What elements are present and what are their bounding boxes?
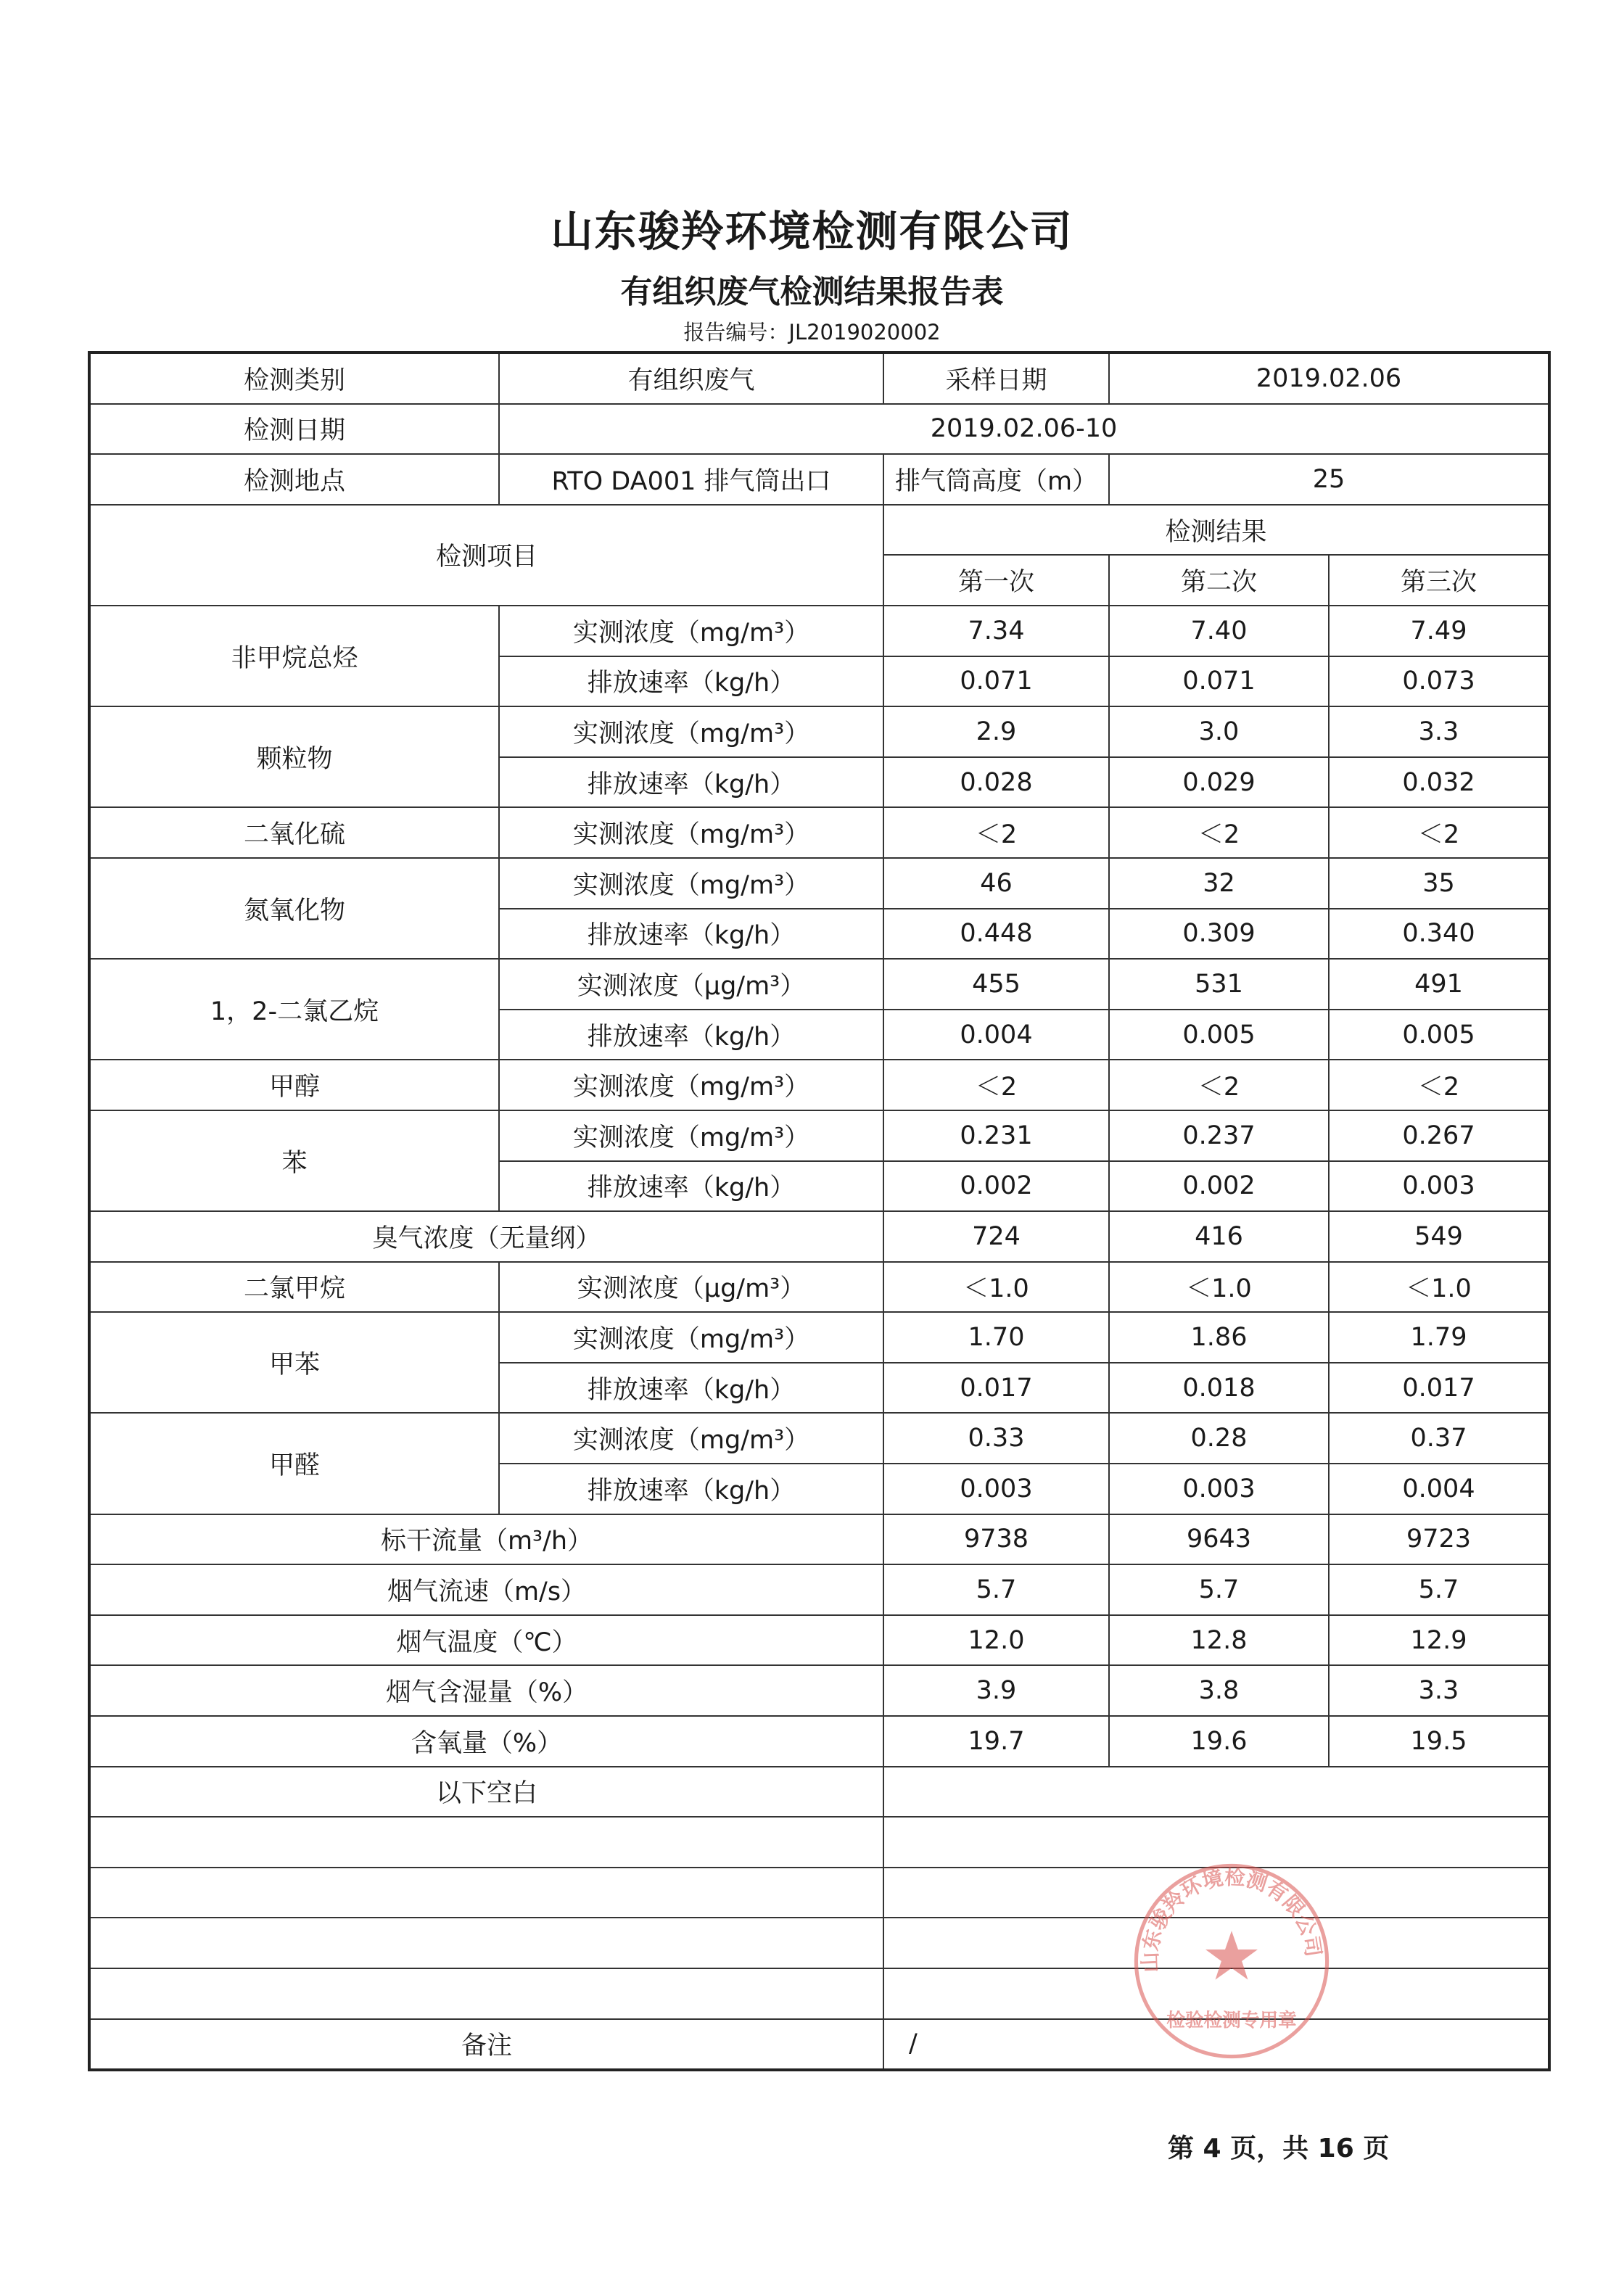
result-value: 35 — [1329, 858, 1549, 909]
info-row — [89, 404, 1549, 455]
result-value: 9738 — [883, 1514, 1109, 1565]
result-value: 0.003 — [883, 1464, 1109, 1514]
remarks-row — [89, 2019, 1549, 2071]
result-value: ＜1.0 — [883, 1262, 1109, 1313]
result-value: 2.9 — [883, 706, 1109, 757]
result-value: 0.37 — [1329, 1413, 1549, 1464]
parameter-name: 实测浓度（mg/m³） — [499, 858, 883, 909]
summary-row — [89, 1716, 1549, 1767]
result-value: 0.005 — [1109, 1010, 1329, 1060]
parameter-name: 实测浓度（mg/m³） — [499, 706, 883, 757]
result-value: 0.071 — [883, 656, 1109, 707]
item-header: 检测项目 — [89, 505, 883, 606]
run-header: 第二次 — [1109, 555, 1329, 606]
page-number: 第 4 页，共 16 页 — [1168, 2134, 1390, 2163]
pollutant-name: 二氧化硫 — [89, 807, 499, 858]
result-value: 491 — [1329, 959, 1549, 1010]
parameter-name: 实测浓度（mg/m³） — [499, 1110, 883, 1161]
result-value: 724 — [883, 1211, 1109, 1262]
report-number: 报告编号：JL2019020002 — [683, 320, 941, 344]
result-value: 12.0 — [883, 1615, 1109, 1666]
result-value: 0.018 — [1109, 1363, 1329, 1414]
table-row — [89, 1312, 1549, 1363]
blank-cell — [89, 1968, 883, 2019]
result-value: 5.7 — [883, 1564, 1109, 1615]
result-value: 12.8 — [1109, 1615, 1329, 1666]
blank-cell — [89, 1817, 883, 1868]
table-row — [89, 706, 1549, 757]
header-row — [89, 505, 1549, 556]
parameter-name: 标干流量（m³/h） — [89, 1514, 883, 1565]
result-value: 0.309 — [1109, 909, 1329, 960]
result-value: 12.9 — [1329, 1615, 1549, 1666]
result-value: 0.003 — [1329, 1161, 1549, 1212]
result-value: 0.002 — [883, 1161, 1109, 1212]
parameter-name: 排放速率（kg/h） — [499, 656, 883, 707]
parameter-name: 实测浓度（mg/m³） — [499, 1060, 883, 1110]
sampling-date-label: 采样日期 — [883, 352, 1109, 404]
table-row — [89, 1110, 1549, 1161]
blank-cell — [883, 1868, 1549, 1918]
result-value: 46 — [883, 858, 1109, 909]
pollutant-name: 苯 — [89, 1110, 499, 1211]
result-value: 0.231 — [883, 1110, 1109, 1161]
parameter-name: 烟气温度（℃） — [89, 1615, 883, 1666]
result-value: 3.3 — [1329, 706, 1549, 757]
pollutant-name: 1，2-二氯乙烷 — [89, 959, 499, 1060]
result-value: ＜1.0 — [1109, 1262, 1329, 1313]
parameter-name: 排放速率（kg/h） — [499, 757, 883, 808]
results-table — [88, 351, 1551, 2071]
result-value: 0.017 — [1329, 1363, 1549, 1414]
company-name: 山东骏羚环境检测有限公司 — [551, 207, 1073, 256]
result-value: 455 — [883, 959, 1109, 1010]
table-row — [89, 1413, 1549, 1464]
result-value: 0.004 — [1329, 1464, 1549, 1514]
result-value: 32 — [1109, 858, 1329, 909]
result-value: 0.237 — [1109, 1110, 1329, 1161]
result-value: 0.028 — [883, 757, 1109, 808]
parameter-name: 烟气含湿量（%） — [89, 1665, 883, 1716]
blank-cell — [89, 1868, 883, 1918]
result-value: 1.70 — [883, 1312, 1109, 1363]
table-row — [89, 1060, 1549, 1110]
result-value: ＜2 — [1329, 1060, 1549, 1110]
pollutant-name: 甲苯 — [89, 1312, 499, 1413]
blank-cell — [89, 1918, 883, 1968]
result-value: ＜1.0 — [1329, 1262, 1549, 1313]
result-value: ＜2 — [883, 807, 1109, 858]
result-value: 531 — [1109, 959, 1329, 1010]
seal-inner-text: 检验检测专用章 — [1166, 2009, 1297, 2031]
info-row — [89, 352, 1549, 404]
result-value: 0.032 — [1329, 757, 1549, 808]
parameter-name: 排放速率（kg/h） — [499, 909, 883, 960]
info-row — [89, 454, 1549, 505]
result-value: 1.79 — [1329, 1312, 1549, 1363]
result-value: 1.86 — [1109, 1312, 1329, 1363]
blank-label: 以下空白 — [89, 1767, 883, 1818]
result-value: 0.071 — [1109, 656, 1329, 707]
test-date-label: 检测日期 — [89, 404, 499, 455]
blank-cell — [883, 1968, 1549, 2019]
parameter-name: 烟气流速（m/s） — [89, 1564, 883, 1615]
result-value: 0.28 — [1109, 1413, 1329, 1464]
result-value: 7.40 — [1109, 606, 1329, 656]
result-value: 0.029 — [1109, 757, 1329, 808]
result-value: 416 — [1109, 1211, 1329, 1262]
run-header: 第三次 — [1329, 555, 1549, 606]
pollutant-name: 氮氧化物 — [89, 858, 499, 959]
result-value: 7.34 — [883, 606, 1109, 656]
result-value: ＜2 — [883, 1060, 1109, 1110]
pollutant-name: 非甲烷总烃 — [89, 606, 499, 706]
table-row — [89, 807, 1549, 858]
result-value: 3.3 — [1329, 1665, 1549, 1716]
seal-outer-text: 山东骏羚环境检测有限公司 — [1137, 1865, 1326, 1973]
summary-row — [89, 1211, 1549, 1262]
parameter-name: 实测浓度（mg/m³） — [499, 1413, 883, 1464]
parameter-name: 排放速率（kg/h） — [499, 1464, 883, 1514]
parameter-name: 实测浓度（mg/m³） — [499, 807, 883, 858]
result-value: 0.003 — [1109, 1464, 1329, 1514]
category-value: 有组织废气 — [499, 352, 883, 404]
result-value: 0.448 — [883, 909, 1109, 960]
result-value: 3.0 — [1109, 706, 1329, 757]
blank-cell — [883, 1817, 1549, 1868]
result-value: 3.9 — [883, 1665, 1109, 1716]
parameter-name: 实测浓度（μg/m³） — [499, 1262, 883, 1313]
result-value: 0.267 — [1329, 1110, 1549, 1161]
result-value: ＜2 — [1109, 1060, 1329, 1110]
pollutant-name: 二氯甲烷 — [89, 1262, 499, 1313]
blank-row — [89, 1817, 1549, 1868]
result-value: 0.005 — [1329, 1010, 1549, 1060]
parameter-name: 实测浓度（mg/m³） — [499, 1312, 883, 1363]
parameter-name: 实测浓度（μg/m³） — [499, 959, 883, 1010]
result-value: 0.004 — [883, 1010, 1109, 1060]
result-value: 19.6 — [1109, 1716, 1329, 1767]
remarks-value: / — [883, 2019, 1549, 2071]
remarks-label: 备注 — [89, 2019, 883, 2071]
summary-row — [89, 1564, 1549, 1615]
stack-height-value: 25 — [1109, 454, 1549, 505]
summary-row — [89, 1615, 1549, 1666]
table-row — [89, 858, 1549, 909]
result-value: 19.7 — [883, 1716, 1109, 1767]
result-value: 0.33 — [883, 1413, 1109, 1464]
result-value: 3.8 — [1109, 1665, 1329, 1716]
table-row — [89, 959, 1549, 1010]
parameter-name: 排放速率（kg/h） — [499, 1363, 883, 1414]
table-row — [89, 606, 1549, 656]
pollutant-name: 颗粒物 — [89, 706, 499, 807]
result-value: 19.5 — [1329, 1716, 1549, 1767]
report-title: 有组织废气检测结果报告表 — [620, 273, 1004, 310]
parameter-name: 排放速率（kg/h） — [499, 1161, 883, 1212]
result-value: 0.340 — [1329, 909, 1549, 960]
result-value: 0.073 — [1329, 656, 1549, 707]
parameter-name: 臭气浓度（无量纲） — [89, 1211, 883, 1262]
parameter-name: 排放速率（kg/h） — [499, 1010, 883, 1060]
location-label: 检测地点 — [89, 454, 499, 505]
table-row — [89, 1262, 1549, 1313]
pollutant-name: 甲醛 — [89, 1413, 499, 1514]
blank-row — [89, 1767, 1549, 1818]
blank-cell — [883, 1767, 1549, 1818]
sampling-date-value: 2019.02.06 — [1109, 352, 1549, 404]
run-header: 第一次 — [883, 555, 1109, 606]
blank-cell — [883, 1918, 1549, 1968]
location-value: RTO DA001 排气筒出口 — [499, 454, 883, 505]
result-value: 0.002 — [1109, 1161, 1329, 1212]
result-value: 9643 — [1109, 1514, 1329, 1565]
result-value: ＜2 — [1329, 807, 1549, 858]
result-header: 检测结果 — [883, 505, 1549, 556]
result-value: 9723 — [1329, 1514, 1549, 1565]
blank-row — [89, 1968, 1549, 2019]
result-value: 7.49 — [1329, 606, 1549, 656]
stack-height-label: 排气筒高度（m） — [883, 454, 1109, 505]
result-value: 5.7 — [1329, 1564, 1549, 1615]
result-value: ＜2 — [1109, 807, 1329, 858]
result-value: 5.7 — [1109, 1564, 1329, 1615]
blank-row — [89, 1918, 1549, 1968]
summary-row — [89, 1514, 1549, 1565]
parameter-name: 实测浓度（mg/m³） — [499, 606, 883, 656]
pollutant-name: 甲醇 — [89, 1060, 499, 1110]
test-date-value: 2019.02.06-10 — [499, 404, 1549, 455]
parameter-name: 含氧量（%） — [89, 1716, 883, 1767]
summary-row — [89, 1665, 1549, 1716]
category-label: 检测类别 — [89, 352, 499, 404]
result-value: 0.017 — [883, 1363, 1109, 1414]
blank-row — [89, 1868, 1549, 1918]
result-value: 549 — [1329, 1211, 1549, 1262]
